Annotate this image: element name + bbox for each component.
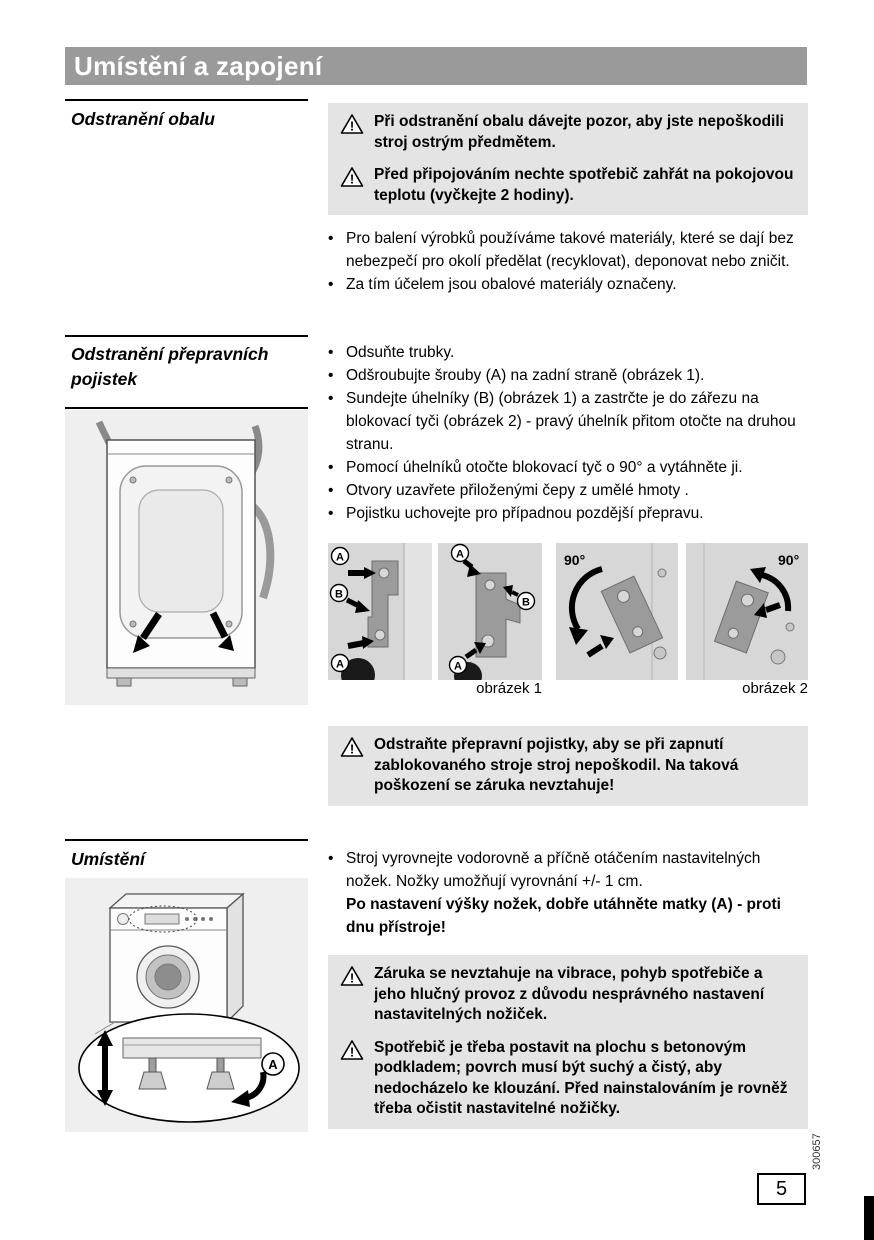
document-code: 300657	[811, 1133, 823, 1171]
bullet-list-umisteni	[328, 847, 810, 939]
warning-text: Před připojováním nechte spotřebič zahřát na pokojovou teplotu (vyčkejte 2 hodiny).	[374, 166, 794, 204]
list-item-text: Otvory uzavřete přiloženými čepy z umělé hmoty .	[346, 482, 689, 499]
figure-obrazek1-left	[328, 543, 432, 680]
warning-box-pojistky	[328, 726, 808, 806]
list-item-text: Odsuňte trubky.	[346, 344, 455, 361]
list-item	[328, 847, 810, 939]
warning-box-umisteni	[328, 955, 808, 1129]
list-item	[328, 227, 810, 273]
leveling-bold-text: Po nastavení výšky nožek, dobře utáhněte matky (A) - proti dnu přístroje!	[346, 896, 781, 936]
warning-text: Odstraňte přepravní pojistky, aby se při zapnutí zablokovaného stroje stroj nepoškodil. Na taková poškození se záruka nevztahuje!	[374, 736, 739, 794]
bracket-drawing	[438, 543, 542, 680]
warning-text: Spotřebič je třeba postavit na plochu s betonovým podkladem; povrch musí být suchý a čistý, aby nedocházelo ke klouzání. Před nainstalováním je rovněž třeba očistit nastavitelné nožičky.	[374, 1038, 788, 1117]
list-item-text: Pro balení výrobků používáme takové materiály, které se dají bez nebezpečí pro okolí předělat (recyklovat), deponovat nebo zničit.	[346, 230, 794, 270]
bullet-dot: •	[328, 367, 334, 384]
warning-text: Záruka se nevztahuje na vibrace, pohyb spotřebiče a jeho hlučný provoz z důvodu nesprávného nastavení nastavitelných nožiček.	[374, 965, 765, 1023]
warning-icon	[340, 112, 366, 153]
page-title: Umístění a zapojení	[65, 47, 807, 85]
warning-box-obal	[328, 103, 808, 215]
figure-machine-front	[65, 878, 308, 1132]
list-item-text: Sundejte úhelníky (B) (obrázek 1) a zastrčte je do zářezu na blokovací tyči (obrázek 2) - pravý úhelník přitom otočte na druhou stranu.	[346, 390, 796, 453]
bracket-drawing	[328, 543, 432, 680]
page-number: 5	[757, 1173, 806, 1205]
section-heading-pojistky: Odstranění přepravních pojistek	[71, 344, 269, 389]
bullet-dot: •	[328, 850, 334, 867]
list-item-text: Pojistku uchovejte pro případnou pozdější přepravu.	[346, 505, 704, 522]
warning-item	[340, 112, 796, 153]
bullet-dot: •	[328, 276, 334, 293]
label-a-badge: A	[268, 1057, 278, 1072]
angle-90-label: 90°	[564, 552, 586, 568]
label-b-badge: B	[335, 588, 343, 601]
list-item	[328, 479, 810, 502]
warning-item	[340, 964, 796, 1026]
label-b-badge: B	[522, 596, 530, 609]
machine-rear-drawing	[65, 410, 308, 705]
section-rule	[65, 839, 308, 841]
bullet-list-obal	[328, 227, 810, 296]
warning-icon	[340, 165, 366, 206]
warning-text: Při odstranění obalu dávejte pozor, aby jste nepoškodili stroj ostrým předmětem.	[374, 113, 784, 151]
figure-obrazek2-left	[556, 543, 678, 680]
bracket-rotation-drawing	[556, 543, 678, 680]
figure1-caption: obrázek 1	[476, 680, 542, 697]
section-rule	[65, 99, 308, 101]
warning-item	[340, 165, 796, 206]
warning-icon	[340, 1038, 366, 1120]
svg-text:!: !	[349, 171, 355, 187]
bullet-dot: •	[328, 390, 334, 407]
page-edge-mark	[864, 1196, 874, 1240]
svg-text:!: !	[349, 1044, 355, 1059]
list-item	[328, 456, 810, 479]
bullet-list-pojistky	[328, 341, 810, 525]
list-item-text: Pomocí úhelníků otočte blokovací tyč o 90° a vytáhněte ji.	[346, 459, 743, 476]
list-item	[328, 387, 810, 456]
label-a-badge: A	[336, 658, 344, 671]
svg-text:!: !	[349, 118, 355, 134]
label-a-badge: A	[456, 548, 464, 561]
bracket-rotation-drawing	[686, 543, 808, 680]
list-item-text: Odšroubujte šrouby (A) na zadní straně (obrázek 1).	[346, 367, 705, 384]
bullet-dot: •	[328, 230, 334, 247]
section-heading-umisteni: Umístění	[71, 849, 145, 869]
warning-icon	[340, 735, 366, 797]
svg-text:!: !	[349, 741, 355, 757]
svg-text:!: !	[349, 970, 355, 986]
section-heading-obal: Odstranění obalu	[71, 109, 215, 129]
list-item	[328, 341, 810, 364]
figure-machine-rear	[65, 410, 308, 705]
list-item-text	[346, 847, 810, 939]
list-item	[328, 273, 810, 296]
bullet-dot: •	[328, 505, 334, 522]
label-a-badge: A	[454, 660, 462, 673]
figure-obrazek2-right	[686, 543, 808, 680]
label-a-badge: A	[336, 551, 344, 564]
warning-icon	[340, 964, 366, 1026]
machine-front-drawing	[65, 878, 308, 1132]
angle-90-label: 90°	[778, 552, 800, 568]
list-item	[328, 364, 810, 387]
warning-item	[340, 1038, 796, 1120]
list-item-text: Za tím účelem jsou obalové materiály označeny.	[346, 276, 677, 293]
section-rule	[65, 335, 308, 337]
bullet-dot: •	[328, 459, 334, 476]
list-item	[328, 502, 810, 525]
bullet-dot: •	[328, 344, 334, 361]
figure2-caption: obrázek 2	[742, 680, 808, 697]
warning-item	[340, 735, 796, 797]
bullet-dot: •	[328, 482, 334, 499]
section-rule	[65, 407, 308, 409]
leveling-text: Stroj vyrovnejte vodorovně a příčně otáčením nastavitelných nožek. Nožky umožňují vyrovnání +/- 1 cm.	[346, 850, 761, 890]
figure-obrazek1-right	[438, 543, 542, 680]
